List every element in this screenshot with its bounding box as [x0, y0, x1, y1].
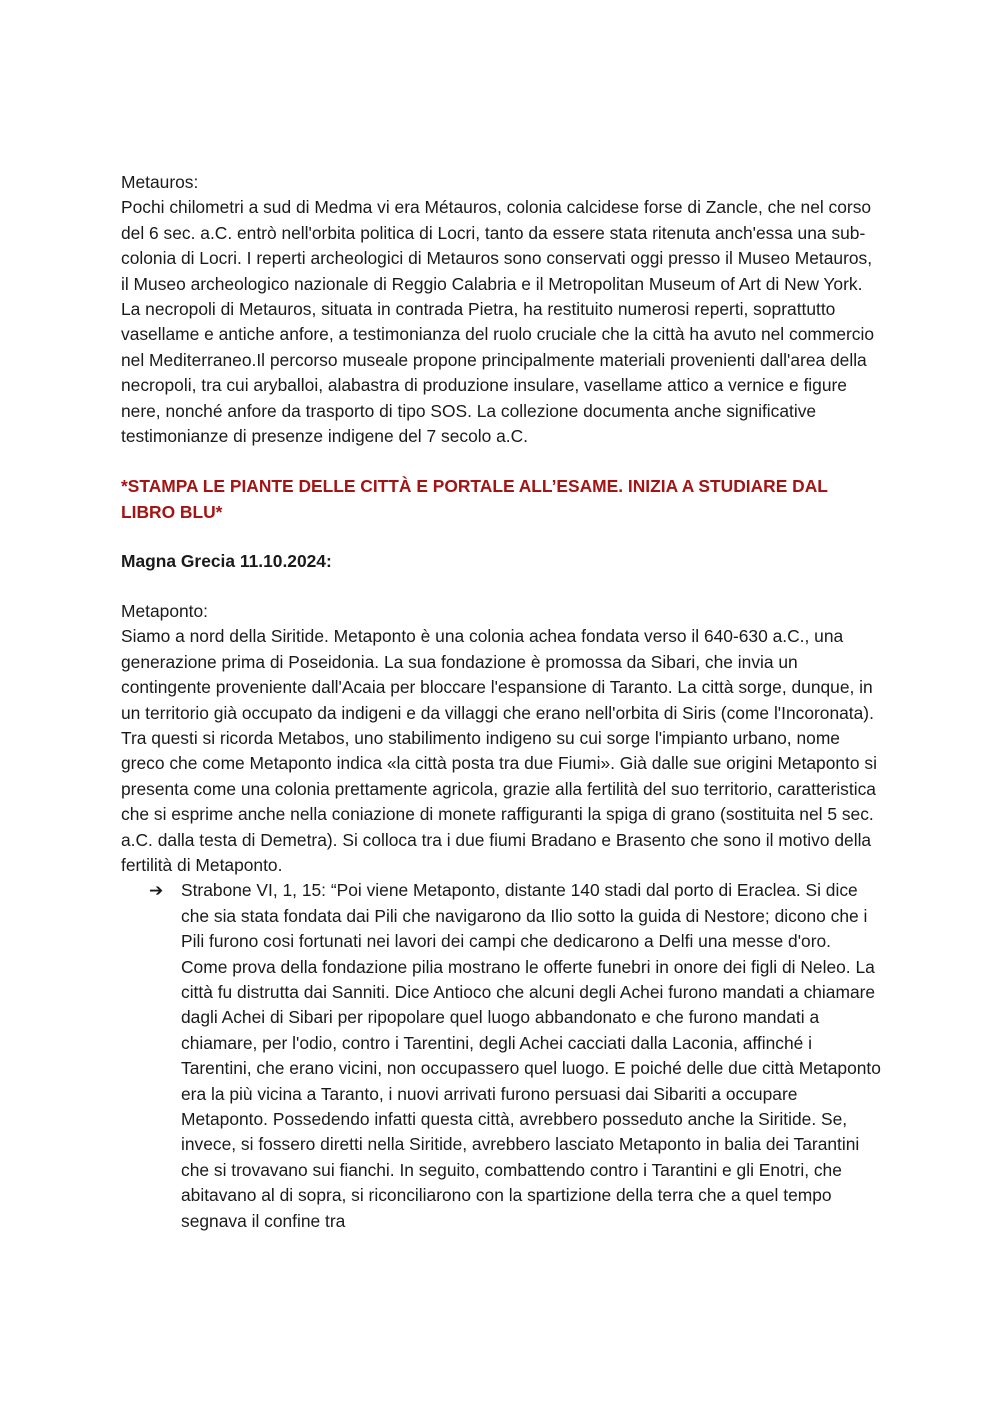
list-item	[121, 878, 881, 1234]
lesson-heading: Magna Grecia 11.10.2024:	[121, 551, 332, 572]
document-page	[121, 170, 881, 1234]
metaponto-title: Metaponto:	[121, 600, 209, 621]
exam-warning-note: *STAMPA LE PIANTE DELLE CITTÀ E PORTALE ALL’ESAME. INIZIA A STUDIARE DAL LIBRO BLU*	[121, 476, 828, 523]
quote-list	[121, 878, 881, 1234]
metaponto-paragraph: Siamo a nord della Siritide. Metaponto è una colonia achea fondata verso il 640-630 a.C., una generazione prima di Poseidonia. La sua fondazione è promossa da Sibari, che invia un contingente proveniente dall'Acaia per bloccare l'espansione di Taranto. La città sorge, dunque, in un territorio già occupato da indigeni e da villaggi che erano nell'orbita di Siris (come l'Incoronata). Tra questi si ricorda Metabos, uno stabilimento indigeno su cui sorge l'impianto urbano, nome greco che come Metaponto indica «la città posta tra due Fiumi». Già dalle sue origini Metaponto si presenta come una colonia prettamente agricola, grazie alla fertilità del suo territorio, caratteristica che si esprime anche nella coniazione di monete raffiguranti la spiga di grano (sostituita nel 5 sec. a.C. dalla testa di Demetra). Si colloca tra i due fiumi Bradano e Brasento che sono il motivo della fertilità di Metaponto.	[121, 626, 877, 875]
spacer	[121, 525, 881, 549]
metauros-title: Metauros:	[121, 172, 199, 192]
arrow-right-icon: ➔	[149, 881, 164, 901]
strabone-quote: Strabone VI, 1, 15: “Poi viene Metaponto, distante 140 stadi dal porto di Eraclea. Si dice che sia stata fondata dai Pili che navigarono da Ilio sotto la guida di Nestore; dicono che i Pili furono cosi fortunati nei lavori dei campi che dedicarono a Delfi una messe d'oro. Come prova della fondazione pilia mostrano le offerte funebri in onore dei figli di Neleo. La città fu distrutta dai Sanniti. Dice Antioco che alcuni degli Achei furono mandati a chiamare dagli Achei di Sibari per ripopolare quel luogo abbandonato e che furono mandati a chiamare, per l'odio, contro i Tarentini, degli Achei cacciati dalla Laconia, affinché i Tarentini, che erano vicini, non occupassero quel luogo. E poiché delle due città Metaponto era la più vicina a Taranto, i nuovi arrivati furono persuasi dai Sibariti a occupare Metaponto. Possedendo infatti questa città, avrebbero posseduto anche la Siritide. Se, invece, si fossero diretti nella Siritide, avrebbero lasciato Metaponto in balia dei Tarantini che si trovavano sui fianchi. In seguito, combattendo contro i Tarantini e gli Enotri, che abitavano al di sopra, si riconciliarono con la spartizione della terra che a quel tempo segnava il confine tra	[181, 880, 881, 1231]
metauros-paragraph: Pochi chilometri a sud di Medma vi era Métauros, colonia calcidese forse di Zancle, che nel corso del 6 sec. a.C. entrò nell'orbita politica di Locri, tanto da essere stata ritenuta anch'essa una sub-colonia di Locri. I reperti archeologici di Metauros sono conservati oggi presso il Museo Metauros, il Museo archeologico nazionale di Reggio Calabria e il Metropolitan Museum of Art di New York. La necropoli di Metauros, situata in contrada Pietra, ha restituito numerosi reperti, soprattutto vasellame e antiche anfore, a testimonianza del ruolo cruciale che la città ha avuto nel commercio nel Mediterraneo.Il percorso museale propone principalmente materiali provenienti dall'area della necropoli, tra cui aryballoi, alabastra di produzione insulare, vasellame attico a vernice e figure nere, nonché anfore da trasporto di tipo SOS. La collezione documenta anche significative testimonianze di presenze indigene del 7 secolo a.C.	[121, 197, 875, 447]
spacer	[121, 575, 881, 599]
spacer	[121, 449, 881, 473]
